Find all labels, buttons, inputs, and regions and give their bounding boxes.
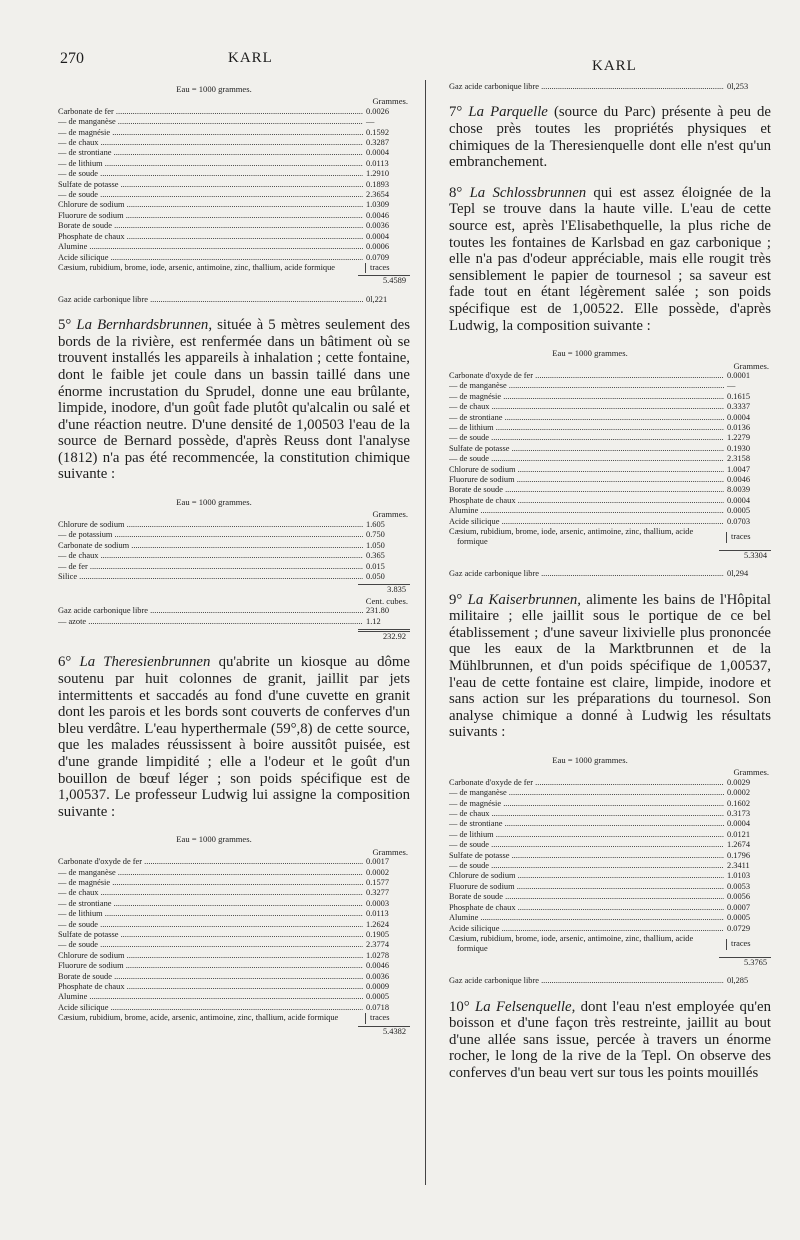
column-divider: [425, 80, 426, 1185]
table-row: [449, 976, 771, 986]
row-value: 1.2910: [366, 169, 390, 179]
paragraph-number: 5°: [58, 317, 72, 334]
table-row: [58, 909, 410, 919]
table-row: [58, 148, 410, 158]
composition-table: [449, 755, 771, 987]
page-number: 270: [60, 50, 84, 67]
row-label: — de chaux .....: [58, 551, 363, 561]
row-value: 0.0007: [727, 902, 751, 912]
traces-row: [449, 527, 771, 548]
table-heading: Eau = 1000 grammes.: [552, 755, 628, 765]
row-label: Gaz acide carbonique libre .....: [449, 82, 724, 92]
row-label: Carbonate d'oxyde de fer .....: [449, 371, 724, 381]
row-value: 0.0002: [366, 867, 390, 877]
row-value: 0.0046: [727, 475, 751, 484]
table-row: [58, 520, 410, 530]
paragraph-parquelle: [449, 104, 771, 170]
running-head-right: KARL: [592, 58, 637, 74]
row-value: 0.0036: [366, 971, 390, 981]
table-row: [58, 242, 410, 252]
row-value: 0.050: [366, 571, 385, 581]
row-value: 0.0136: [727, 422, 751, 432]
row-value: traces: [365, 1013, 410, 1023]
spring-name: La Kaiserbrunnen,: [467, 591, 581, 608]
row-value: 8.0039: [727, 485, 751, 495]
row-label: — de magnésie .....: [449, 799, 724, 809]
row-value: 0.0029: [727, 777, 751, 787]
row-value: 0.0121: [727, 829, 751, 839]
row-value: 0.1796: [727, 850, 751, 860]
table-row: [58, 982, 410, 992]
row-value: 0.750: [366, 530, 385, 540]
row-value: 0.0004: [727, 819, 751, 829]
row-value: 2.3774: [366, 940, 390, 950]
composition-table: [58, 497, 410, 642]
unit-label: Grammes.: [372, 509, 408, 520]
paragraph-bernhardsbrunnen: [58, 317, 410, 483]
table-row: [58, 221, 410, 231]
row-value: 0.0718: [366, 1002, 390, 1012]
table-row: [449, 371, 771, 381]
table-row: [58, 253, 410, 263]
row-label: Alumine .....: [449, 913, 724, 923]
table-total: 232.92: [358, 629, 410, 642]
row-value: 0.365: [366, 551, 385, 561]
table-row: [58, 562, 410, 572]
paragraph-number: 9°: [449, 591, 463, 608]
row-label: — de soude .....: [58, 920, 363, 930]
table-row: [58, 190, 410, 200]
row-label: — azote .....: [58, 617, 363, 627]
traces-row: [58, 1013, 410, 1023]
row-label: Carbonate de fer .....: [58, 107, 363, 117]
unit-label: Cent. cubes.: [365, 595, 408, 606]
row-value: 1.0309: [366, 200, 390, 210]
gas-row: [449, 82, 771, 92]
table-heading: Eau = 1000 grammes.: [176, 497, 252, 508]
row-value: 0l,253: [727, 82, 749, 91]
row-label: — de soude .....: [58, 940, 363, 950]
table-row: [449, 475, 771, 485]
row-value: 0.1905: [366, 929, 390, 939]
row-label: — de soude .....: [449, 861, 724, 871]
row-label: Gaz acide carbonique libre .....: [58, 295, 363, 305]
table-row: [449, 506, 771, 516]
row-label: — de soude .....: [449, 433, 724, 443]
table-row: [449, 809, 771, 819]
table-row: [449, 861, 771, 871]
row-value: 0.0046: [366, 961, 390, 971]
row-label: Chlorure de sodium .....: [449, 871, 724, 881]
table-row: [449, 569, 771, 579]
row-value: 0.0113: [366, 158, 389, 168]
row-label: Gaz acide carbonique libre .....: [449, 976, 724, 986]
table-total: 3.835: [358, 584, 410, 595]
row-label: Chlorure de sodium .....: [449, 465, 724, 475]
row-value: traces: [726, 532, 771, 542]
row-value: 0.1602: [727, 798, 751, 808]
row-label: Alumine .....: [58, 992, 363, 1002]
row-label: — de soude .....: [58, 169, 363, 179]
row-label: Fluorure de sodium .....: [58, 211, 363, 221]
row-label: Chlorure de sodium .....: [58, 520, 363, 530]
paragraph-number: 10°: [449, 998, 470, 1015]
row-label: — de lithium .....: [58, 909, 363, 919]
left-column: [58, 84, 410, 1049]
row-label: — de strontiane .....: [449, 413, 724, 423]
row-value: 1.2279: [727, 433, 751, 443]
table-row: [449, 444, 771, 454]
row-label: Sulfate de potasse .....: [449, 851, 724, 861]
spacer: [449, 561, 771, 569]
table-total: 5.4382: [358, 1026, 410, 1037]
spacer: [58, 287, 410, 295]
composition-table: [58, 834, 410, 1037]
row-value: 0.0002: [727, 788, 751, 798]
row-label: — de magnésie .....: [449, 392, 724, 402]
table-row: [58, 295, 410, 305]
table-row: [58, 169, 410, 179]
table-row: [449, 913, 771, 923]
row-value: 0.1893: [366, 179, 390, 189]
row-value: 0.3173: [727, 809, 751, 819]
table-row: [449, 381, 771, 391]
paragraph-schlossbrunnen: [449, 185, 771, 334]
row-label: Borate de soude .....: [449, 892, 724, 902]
row-value: 0.0056: [727, 892, 751, 902]
row-label: Cæsium, rubidium, brome, iode, arsenic, antimoine, zinc, thallium, acide formique: [58, 262, 336, 272]
row-label: — de chaux .....: [58, 138, 363, 148]
table-row: [449, 871, 771, 881]
running-head-left: KARL: [228, 50, 273, 66]
table-heading: Eau = 1000 grammes.: [176, 834, 252, 845]
row-value: 0.0004: [366, 231, 390, 241]
row-label: Fluorure de sodium .....: [449, 882, 724, 892]
row-value: 0.0005: [366, 992, 390, 1002]
paragraph-theresienbrunnen: [58, 654, 410, 820]
table-heading: Eau = 1000 grammes.: [176, 84, 252, 94]
paragraph-number: 8°: [449, 184, 463, 201]
row-label: Phosphate de chaux .....: [449, 903, 724, 913]
row-value: 0l,294: [727, 569, 749, 579]
paragraph-text: située à 5 mètres seulement des bords de la rivière, est renfermée dans un bâtiment où se trouvent installés les appareils à inhalation ; cette fontaine, dont le faible jet coule dans un bassin taillé dans une énorme incrustation du Sprudel, donne une eau brûlante, limpide, inodore, d'un goût fade plutôt qu'alcalin ou salé et d'une réaction neutre. D'une densité de 1,00503 l'eau de la source de Bernard possède, d'après Reuss dont l'analyse (1812) n'a pas été recommencée, la constitution chimique suivante :: [58, 317, 411, 483]
unit-label: Grammes.: [733, 767, 769, 778]
row-value: 0.0004: [727, 495, 751, 505]
row-value: 0.0006: [366, 242, 390, 252]
table-row: [58, 232, 410, 242]
row-label: Chlorure de sodium .....: [58, 200, 363, 210]
row-value: 0.1592: [366, 127, 390, 137]
table-row: [58, 572, 410, 582]
table-row: [449, 851, 771, 861]
table-row: [449, 433, 771, 443]
table-row: [58, 899, 410, 909]
row-value: —: [366, 117, 375, 127]
row-value: 1.605: [366, 519, 385, 529]
row-label: Chlorure de sodium .....: [58, 951, 363, 961]
row-value: 0l,221: [366, 294, 388, 304]
row-label: Phosphate de chaux .....: [58, 232, 363, 242]
row-value: 0.0113: [366, 909, 389, 919]
row-label: — de soude .....: [449, 840, 724, 850]
table-row: [449, 840, 771, 850]
table-row: [449, 423, 771, 433]
row-value: 1.2674: [727, 840, 751, 850]
table-row: [58, 930, 410, 940]
row-label: — de manganèse .....: [449, 381, 724, 391]
table-row: [58, 180, 410, 190]
row-label: — de manganèse .....: [449, 788, 724, 798]
row-value: 0.0053: [727, 881, 751, 891]
composition-table: [449, 348, 771, 580]
table-row: [58, 551, 410, 561]
paragraph-text: dont l'eau n'est employée qu'en boisson et d'une façon très restreinte, jaillit au bout d'une allée sans issue, percée à travers un énorme rocher, le long de la rive de la Tepl. On observe des conferves d'un beau vert sur tous les points mouillés: [449, 998, 771, 1081]
table-row: [58, 878, 410, 888]
row-label: Gaz acide carbonique libre .....: [449, 569, 724, 579]
row-label: Cæsium, rubidium, brome, acide, arsenic, antimoine, zinc, thallium, acide formique: [58, 1013, 339, 1023]
table-row: [58, 972, 410, 982]
table-row: [58, 1003, 410, 1013]
paragraph-text: qu'abrite un kiosque au dôme soutenu par huit colonnes de granit, jaillit par jets intermittents et saccadés au fond d'une cuvette en granit dont les parois et les bords sont couverts de conferves d'un bleu verdâtre. L'eau hyperthermale (59°,8) de cette source, que les malades réussissent à boire aussitôt puisée, est d'une grande limpidité ; elle a l'odeur et le goût d'un bouillon de bœuf léger ; son poids spécifique est de 1,00537. Le professeur Ludwig lui assigne la composition suivante :: [58, 654, 410, 820]
row-value: traces: [365, 263, 410, 273]
paragraph-text: alimente les bains de l'Hôpital militaire ; elle jaillit sous le portique de ce bel établissement ; d'une saveur lixivielle plus prononcée que les eaux de la Marktbrunnen et de la Mühlbrunnen, et d'un poids spécifique de 1,00537, l'eau de cette fontaine est claire, limpide, inodore et sans action sur les préparations du tournesol. Son analyse chimique a donné à Ludwig les résultats suivants :: [449, 591, 772, 741]
row-value: 1.2624: [366, 919, 390, 929]
row-value: 1.0103: [727, 871, 751, 881]
row-label: Borate de soude .....: [58, 972, 363, 982]
paragraph-text: qui est assez éloignée de la Tepl se trouve dans la haute ville. L'eau de cette source est, après l'Elisabethquelle, la plus riche de toutes les fontaines de Karlsbad en gaz carbonique ; elle n'a pas d'odeur appréciable, mais elle rougit très sensiblement le papier de tournesol ; sa saveur est fade tout en étant légèrement salée ; son poids spécifique est de 1,00522. Elle possède, d'après Ludwig, la composition suivante :: [449, 184, 771, 334]
row-label: — de chaux .....: [58, 888, 363, 898]
row-value: 1.0047: [727, 464, 751, 474]
row-value: 2.3654: [366, 190, 390, 200]
table-row: [58, 530, 410, 540]
row-label: — de manganèse .....: [58, 117, 363, 127]
row-value: 0.1930: [727, 443, 751, 453]
row-label: — de potassium .....: [58, 530, 363, 540]
row-label: Borate de soude .....: [58, 221, 363, 231]
row-value: 0.015: [366, 561, 385, 571]
table-row: [449, 924, 771, 934]
table-row: [58, 606, 410, 616]
table-row: [449, 392, 771, 402]
table-row: [449, 485, 771, 495]
table-row: [449, 402, 771, 412]
table-row: [449, 496, 771, 506]
row-label: — de soude .....: [58, 190, 363, 200]
paragraph-text: (source du Parc) présente à peu de chose près toutes les propriétés physiques et chimiques de la Theresienquelle dont elle n'est qu'un embranchement.: [449, 104, 772, 171]
spring-name: La Schlossbrunnen: [469, 184, 587, 201]
row-value: 2.3158: [727, 454, 751, 464]
row-value: 1.050: [366, 540, 385, 550]
row-value: 0.0005: [727, 913, 751, 923]
table-row: [58, 951, 410, 961]
row-label: — de soude .....: [449, 454, 724, 464]
table-row: [449, 788, 771, 798]
row-value: 0.1577: [366, 877, 390, 887]
gas-line: [449, 82, 771, 92]
row-label: Carbonate d'oxyde de fer .....: [58, 857, 363, 867]
row-label: — de strontiane .....: [58, 899, 363, 909]
table-row: [58, 200, 410, 210]
table-total: 5.3304: [719, 550, 771, 561]
row-value: 0.0009: [366, 981, 390, 991]
table-row: [58, 117, 410, 127]
row-label: Silice .....: [58, 572, 363, 582]
row-label: Borate de soude .....: [449, 485, 724, 495]
row-value: 0.0729: [727, 923, 751, 933]
table-row: [449, 819, 771, 829]
row-label: — de chaux .....: [449, 809, 724, 819]
row-value: 0.0004: [366, 148, 390, 158]
paragraph-kaiserbrunnen: [449, 592, 771, 741]
table-row: [449, 778, 771, 788]
row-value: 0.0017: [366, 857, 390, 867]
row-value: 0.1615: [727, 391, 751, 401]
row-label: Acide silicique .....: [58, 253, 363, 263]
spacer: [449, 968, 771, 976]
row-label: Alumine .....: [58, 242, 363, 252]
unit-label: Grammes.: [733, 360, 769, 371]
row-label: — de manganèse .....: [58, 868, 363, 878]
row-label: — de lithium .....: [449, 830, 724, 840]
row-value: 0.0005: [727, 506, 751, 516]
row-label: — de lithium .....: [449, 423, 724, 433]
unit-label: Grammes.: [372, 96, 408, 107]
table-row: [58, 888, 410, 898]
table-heading: Eau = 1000 grammes.: [552, 348, 628, 359]
spring-name: La Parquelle: [468, 104, 548, 121]
row-value: 0l,285: [727, 976, 749, 986]
table-row: [58, 128, 410, 138]
spring-name: La Theresienbrunnen: [79, 654, 211, 671]
right-column: [449, 82, 771, 1096]
row-label: Gaz acide carbonique libre .....: [58, 606, 363, 616]
spring-name: La Bernhardsbrunnen,: [76, 317, 213, 334]
row-value: 0.0004: [727, 412, 751, 422]
row-value: traces: [726, 939, 771, 949]
row-value: 0.0001: [727, 370, 751, 380]
row-value: 1.0278: [366, 950, 390, 960]
row-label: Acide silicique .....: [449, 924, 724, 934]
table-row: [58, 940, 410, 950]
table-row: [58, 920, 410, 930]
table-row: [449, 882, 771, 892]
row-value: 0.0709: [366, 252, 390, 262]
table-row: [58, 107, 410, 117]
row-value: 0.3337: [727, 402, 751, 412]
row-label: — de chaux .....: [449, 402, 724, 412]
table-row: [58, 617, 410, 627]
row-value: 0.3287: [366, 138, 390, 148]
row-value: 0.3277: [366, 888, 390, 898]
table-total: 5.4589: [358, 275, 410, 286]
row-label: — de magnésie .....: [58, 128, 363, 138]
table-row: [449, 903, 771, 913]
traces-row: [449, 934, 771, 955]
paragraph-felsenquelle: [449, 999, 771, 1082]
row-label: Acide silicique .....: [449, 517, 724, 527]
table-row: [449, 517, 771, 527]
table-row: [58, 159, 410, 169]
row-value: 0.0046: [366, 210, 390, 220]
row-label: Fluorure de sodium .....: [449, 475, 724, 485]
row-label: — de fer .....: [58, 562, 363, 572]
composition-table: [58, 84, 410, 305]
row-label: Sulfate de potasse .....: [449, 444, 724, 454]
row-value: 0.0703: [727, 516, 751, 526]
table-row: [58, 138, 410, 148]
table-row: [58, 992, 410, 1002]
row-label: Carbonate de sodium .....: [58, 541, 363, 551]
row-label: — de lithium .....: [58, 159, 363, 169]
traces-row: [58, 263, 410, 273]
row-label: — de strontiane .....: [58, 148, 363, 158]
table-row: [449, 454, 771, 464]
row-label: Alumine .....: [449, 506, 724, 516]
row-value: 0.0036: [366, 221, 390, 231]
row-label: Cæsium, rubidium, brome, iode, arsenic, antimoine, zinc, thallium, acide formique: [449, 933, 694, 954]
row-label: Phosphate de chaux .....: [449, 496, 724, 506]
row-label: Phosphate de chaux .....: [58, 982, 363, 992]
row-label: — de magnésie .....: [58, 878, 363, 888]
table-row: [58, 961, 410, 971]
spring-name: La Felsenquelle,: [475, 998, 576, 1015]
table-row: [449, 413, 771, 423]
row-label: Sulfate de potasse .....: [58, 930, 363, 940]
row-label: — de strontiane .....: [449, 819, 724, 829]
row-value: 0.0026: [366, 106, 390, 116]
table-row: [58, 868, 410, 878]
table-row: [449, 465, 771, 475]
paragraph-number: 7°: [449, 104, 463, 121]
paragraph-number: 6°: [58, 654, 72, 671]
row-label: Acide silicique .....: [58, 1003, 363, 1013]
row-value: 231.80: [366, 606, 390, 616]
table-row: [58, 211, 410, 221]
row-value: 2.3411: [727, 861, 750, 871]
table-row: [449, 892, 771, 902]
row-label: Sulfate de potasse .....: [58, 180, 363, 190]
row-label: Carbonate d'oxyde de fer .....: [449, 778, 724, 788]
unit-label: Grammes.: [372, 846, 408, 857]
table-row: [449, 799, 771, 809]
row-value: —: [727, 381, 736, 391]
row-label: Fluorure de sodium .....: [58, 961, 363, 971]
table-row: [449, 830, 771, 840]
table-row: [58, 541, 410, 551]
row-value: 0.0003: [366, 898, 390, 908]
table-total: 5.3765: [719, 957, 771, 968]
row-value: 1.12: [366, 616, 381, 626]
row-label: Cæsium, rubidium, brome, iode, arsenic, antimoine, zinc, thallium, acide formique: [449, 527, 694, 547]
table-row: [58, 857, 410, 867]
